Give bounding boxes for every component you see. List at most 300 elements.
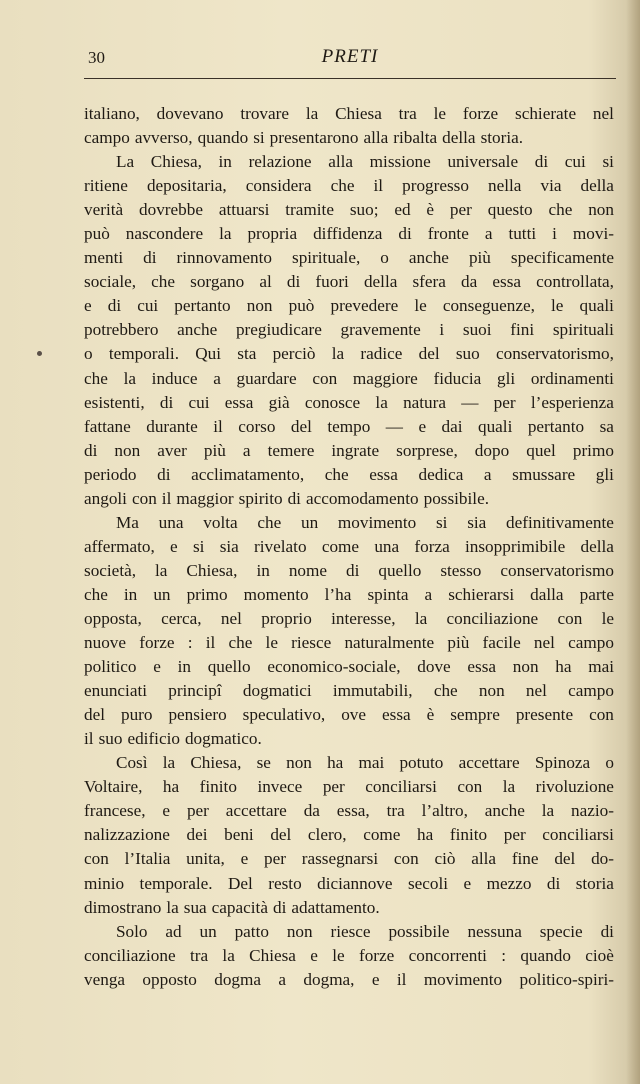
word: si [602,152,614,172]
word: Chiesa [249,945,296,965]
word: pertanto [527,416,585,436]
word: la [162,753,176,773]
word: La [116,152,135,172]
word: per [322,777,345,797]
word: dopo [474,440,510,460]
word: di [600,921,614,941]
text-line [84,727,614,751]
word: quali [477,416,513,436]
margin-mark [37,351,42,356]
word: che [228,633,253,653]
word: come [321,536,360,556]
word: parte [579,584,614,604]
word: avverso, [134,128,193,148]
word: accettare [458,753,520,773]
word: progresso [402,176,469,196]
word: conciliarsi [365,777,437,797]
word: le [265,633,278,653]
word: più [447,633,470,653]
word: spirituali [552,320,614,340]
word: conservatorismo, [495,344,614,364]
text-line [84,487,614,511]
word: per [449,200,472,220]
word: potuto [399,753,444,773]
word: la [219,224,232,244]
word: schierate [515,104,577,123]
word: ha [327,753,344,773]
word: e [371,969,380,989]
text-line [84,944,614,968]
word: corso [238,416,276,436]
word: quando [197,128,249,148]
word: con [393,849,419,869]
word: fine [511,849,539,869]
word: nuove [84,633,127,653]
word: in [256,560,270,580]
word: capacità [211,897,268,917]
word: forze [462,104,499,123]
word: con [84,849,109,869]
word: possibile. [423,488,490,508]
word: dai [441,416,463,436]
word: volta [203,512,238,532]
word: di [287,488,301,508]
word: politico [84,657,137,677]
word: movimento [337,512,417,532]
word: Così [116,753,148,773]
word: alla [471,849,497,869]
text-line [84,294,614,318]
word: quello [207,657,251,677]
paragraph [84,150,614,511]
word: già [268,392,290,412]
word: ha [417,825,434,845]
word: accomodamento [305,488,419,508]
paragraph [84,511,614,751]
text-line [84,896,614,920]
word: interesse, [331,608,396,628]
word: natura [403,392,447,412]
word: un [153,584,171,604]
word: controllata, [536,272,614,292]
word: i [439,320,445,340]
word: principî [168,681,222,701]
text-line [84,511,614,535]
word: finito [449,825,488,845]
word: di [143,248,157,268]
word: Chiesa, [150,152,202,172]
word: ove [341,705,367,725]
word: il [161,488,172,508]
word: nalizzazione [84,825,170,845]
word: sorgano [190,272,245,292]
word: dimostrano [84,897,162,917]
word: del [84,705,105,725]
word: il [205,633,216,653]
word: le [601,608,614,628]
word: menti [84,248,124,268]
word: si [253,128,265,148]
word: di [84,440,98,460]
word: di [107,296,122,316]
word: può [84,224,110,244]
text-line [84,150,614,174]
word: dedica [418,464,464,484]
word: minio [84,873,125,893]
word: tramite [285,200,334,220]
body-text [84,102,614,992]
text-line [84,174,614,198]
text-line [84,463,614,487]
word: o [84,344,93,364]
word: ciò [434,849,456,869]
word: cioè [585,945,614,965]
word: mai [588,657,614,677]
word: dovrebbe [139,200,203,220]
word: tra [386,801,405,821]
word: e [310,945,318,965]
word: movi- [572,224,614,244]
word: maggior [176,488,234,508]
word: non [478,681,505,701]
word: forze [358,945,395,965]
word: storia. [480,128,524,148]
word: aver [157,440,187,460]
word: l’Italia [124,849,171,869]
word: del [290,416,312,436]
word: suo; [349,200,379,220]
word: per [186,801,209,821]
word: la [305,104,319,123]
word: do- [591,849,614,869]
word: schierarsi [448,584,515,604]
word: sia [219,536,239,556]
word: finito [199,777,237,797]
paragraph [84,102,614,150]
word: Qui [195,344,222,364]
word: durante [146,416,198,436]
word: movimento [423,969,503,989]
word: stesso [440,560,482,580]
word: cui [564,152,586,172]
word: spirituale, [292,248,361,268]
word: primo [572,440,614,460]
word: spinta [367,584,409,604]
word: che [151,272,176,292]
word: anche [484,801,525,821]
word: sorprese, [396,440,458,460]
word: quel [526,440,556,460]
word: sta [237,344,257,364]
word: in [218,152,232,172]
word: campo [568,633,614,653]
text-line [84,391,614,415]
word: puro [120,705,153,725]
word: si [435,512,448,532]
text-line [84,968,614,992]
word: a [484,224,493,244]
word: diciannove [317,873,393,893]
word: e [170,536,178,556]
word: Spinoza [534,753,591,773]
word: invece [257,777,303,797]
word: adattamento. [291,897,380,917]
word: ingrate [331,440,380,460]
word: smussare [512,464,576,484]
word: temere [267,440,315,460]
word: relazione [248,152,312,172]
word: a [242,440,251,460]
word: storia [575,873,614,893]
word: propria [247,224,298,244]
word: economico-sociale, [267,657,401,677]
word: la [155,560,168,580]
word: nel [220,608,242,628]
word: società, [84,560,137,580]
word: Del [228,873,253,893]
word: gli [496,368,516,388]
word: venga [84,969,126,989]
word: a [424,584,433,604]
word: non [286,753,312,773]
word: presentarono [269,128,359,148]
word: ad [165,921,182,941]
word: nella [488,176,522,196]
word: universale [447,152,519,172]
word: la [331,344,345,364]
word: con [589,705,614,725]
word: immutabili, [332,681,413,701]
word: o [380,248,389,268]
word: con [557,608,583,628]
word: mezzo [486,873,532,893]
word: spirito [238,488,283,508]
word: cui [188,392,210,412]
word: le [414,296,427,316]
word: — [461,392,479,412]
word: le [433,104,447,123]
word: cui [137,296,159,316]
word: rinnovamento [176,248,272,268]
word: non [588,200,614,220]
word: momento [243,584,309,604]
text-line [84,847,614,871]
word: clero, [307,825,347,845]
word: campo [568,681,614,701]
word: affermato, [84,536,155,556]
text-line [84,342,614,366]
word: della [580,536,614,556]
word: che [433,681,458,701]
page-number: 30 [88,48,105,67]
word: mai [358,753,385,773]
word: — [385,416,403,436]
word: a [213,368,221,388]
word: la [222,945,235,965]
word: da [303,801,320,821]
word: per [493,392,516,412]
word: non [114,440,141,460]
word: suo [98,729,123,749]
word: anche [408,248,449,268]
word: che [257,512,282,532]
word: specie [539,921,583,941]
text-line [84,655,614,679]
word: diffidenza [313,224,383,244]
word: dogma [214,969,262,989]
word: facile [482,633,521,653]
word: esistenti, [84,392,145,412]
word: alla [363,128,389,148]
word: unita, [186,849,225,869]
word: essa [382,705,411,725]
word: Solo [116,921,148,941]
word: alla [328,152,354,172]
word: questo [487,200,533,220]
word: del [270,825,292,845]
word: possibile [388,921,450,941]
text-line [84,799,614,823]
word: la [166,897,179,917]
word: speculativo, [242,705,326,725]
word: : [187,633,193,653]
word: della [363,272,398,292]
word: politico-spiri- [519,969,614,989]
word: conciliarsi [542,825,614,845]
text-line [84,583,614,607]
word: e [84,296,92,316]
word: quali [579,296,614,316]
word: riesce [291,633,332,653]
word: è [426,200,435,220]
word: suoi [462,320,492,340]
word: radice [360,344,403,364]
word: di [159,392,174,412]
word: sfera [412,272,446,292]
word: e [153,657,161,677]
word: nessuna [467,921,522,941]
page-edge-shadow [626,0,640,1084]
word: enunciati [84,681,147,701]
word: per [503,825,526,845]
word: angoli [84,488,127,508]
word: dogma, [303,969,355,989]
word: considera [245,176,312,196]
text-line [84,751,614,775]
word: potrebbero [84,320,159,340]
word: al [259,272,272,292]
text-line [84,198,614,222]
text-line [84,102,614,126]
word: ed [394,200,411,220]
word: quello [378,560,422,580]
word: concorrenti [408,945,487,965]
word: o [605,753,614,773]
word: fattane [84,416,131,436]
word: anche [177,320,218,340]
word: di [534,152,549,172]
word: ribalta [393,128,438,148]
word: temporali. [108,344,179,364]
word: le [551,296,564,316]
word: si [192,536,205,556]
word: in [177,657,191,677]
word: secoli [407,873,449,893]
word: il [396,969,407,989]
text-line [84,823,614,847]
text-line [84,246,614,270]
page-header [84,44,616,78]
word: Chiesa [335,104,382,123]
word: proprio [261,608,312,628]
word: e [418,416,427,436]
word: dalla [530,584,564,604]
text-line [84,631,614,655]
word: beni [224,825,254,845]
text-line [84,703,614,727]
text-line [84,775,614,799]
word: e [463,873,472,893]
text-line [84,270,614,294]
word: nome [288,560,328,580]
word: tra [189,945,209,965]
word: il [84,729,94,749]
header-rule [84,78,616,79]
word: la [123,368,136,388]
word: attuarsi [218,200,270,220]
text-line [84,439,614,463]
word: conservatorismo [500,560,614,580]
word: opposto [142,969,197,989]
word: dove [417,657,451,677]
word: pensiero [168,705,227,725]
word: l’ha [324,584,352,604]
word: può [288,296,315,316]
word: di [346,560,360,580]
word: e [240,849,249,869]
word: dei [186,825,208,845]
word: quando [520,945,571,965]
word: l’altro, [421,801,468,821]
word: che [84,368,108,388]
word: che [330,176,355,196]
word: sempre [450,705,500,725]
word: di [157,464,171,484]
word: non [512,657,539,677]
word: ha [162,777,180,797]
text-line [84,222,614,246]
word: perciò [272,344,316,364]
word: di [398,224,412,244]
word: forze [139,633,175,653]
word: pertanto [174,296,231,316]
word: l’esperienza [530,392,614,412]
word: la [375,392,388,412]
word: più [203,440,226,460]
word: con [131,488,157,508]
word: rivelato [254,536,307,556]
text-line [84,535,614,559]
word: tra [398,104,417,123]
word: nel [533,633,555,653]
word: acclimatamento, [191,464,305,484]
word: i [552,224,557,244]
word: essa, [336,801,370,821]
word: a [278,969,287,989]
word: non [286,921,313,941]
word: Voltaire, [84,777,143,797]
word: trovare [240,104,289,123]
